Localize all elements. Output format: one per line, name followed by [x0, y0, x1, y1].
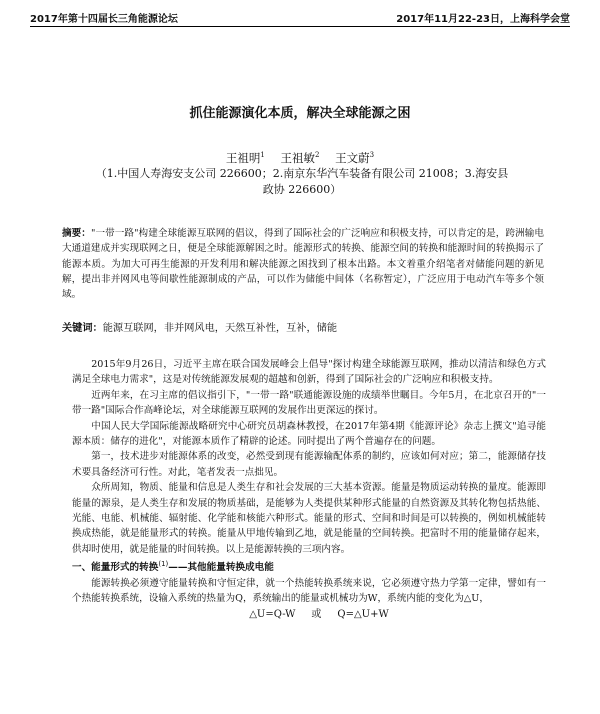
author-list [0, 150, 600, 166]
author: 王祖敏$^2$ [280, 151, 320, 165]
abstract-label: 摘要： [62, 228, 91, 239]
paragraph: 中国人民大学国际能源战略研究中心研究员胡森林教授，在2017年第4期《能源评论》杂志上撰文"追寻能源本质：储存的进化"，对能源本质作了精辟的论述。同时提出了两个普遍存在的问题。 [72, 420, 546, 448]
paragraph: 第一，技术进步对能源体系的改变，必然受到现有能源输配体系的制约，应该如何对应；第二，能源储存技术要具备经济可行性。对此，笔者发表一点拙见。 [72, 451, 546, 478]
running-header [30, 8, 570, 27]
header-date-venue: 2017年11月22-23日，上海科学会堂 [396, 14, 570, 25]
paragraph: 能源转换必须遵守能量转换和守恒定律，就一个热能转换系统来说，它必须遵守热力学第一定律，譬如有一个热能转换系统，设输入系统的热量为Q，系统输出的能量或机械功为W，系统内能的变化为△U， [72, 577, 546, 605]
abstract-text: "一带一路"构建全球能源互联网的倡议，得到了国际社会的广泛响应和积极支持，可以肯定的是，跨洲输电大通道建成并实现联网之日，便是全球能源解困之时。能源形式的转换、能源空间的转换和能源时间的转换揭示了能源本质。为加大可再生能源的开发利用和解决能源之困找到了根本出路。本文着重介绍笔者对储能问题的新见解，提出非并网风电等间歇性能源制成的产品，可以作为储能中间体（名称暂定），广泛应用于电动汽车等多个领域。 [62, 228, 544, 301]
author: 王文蔚$^3$ [335, 151, 375, 165]
header-conference: 2017年第十四届长三角能源论坛 [30, 14, 178, 25]
paragraph: 众所周知，物质、能量和信息是人类生存和社会发展的三大基本资源。能量是物质运动转换的量度。能源即能量的源泉，是人类生存和发展的物质基础，是能够为人类提供某种形式能量的自然资源及其转化物包括热能、光能、电能、机械能、辐射能、化学能和核能六种形式。能量的形式、空间和时间是可以转换的，例如机械能转换成热能，就是能量形式的转换。能量从甲地传输到乙地，就是能量的空间转换。把富时不用的能量储存起来，供却时使用，就是能量的时间转换。以上是能源转换的三项内容。 [72, 482, 546, 555]
affiliations: （1.中国人寿海安支公司 226600；2.南京东华汽车装备有限公司 21008；3.海安县政协 226600） [95, 167, 509, 196]
keywords-text: 能源互联网，非并网风电，天然互补性，互补，储能 [102, 323, 338, 334]
equation: △U=Q-W 或 Q=△U+W [249, 608, 389, 620]
paragraph: 近两年来，在习主席的倡议指引下，"一带一路"联通能源设施的成绩举世瞩目。今年5月，在北京召开的"一带一路"国际合作高峰论坛，对全球能源互联网的发展作出更深远的探讨。 [72, 389, 546, 417]
main-body [72, 357, 546, 622]
author: 王祖明$^1$ [225, 151, 265, 165]
paragraph: 2015年9月26日，习近平主席在联合国发展峰会上倡导"探讨构建全球能源互联网，推动以清洁和绿色方式满足全球电力需求"，这是对传统能源发展观的超越和创新，得到了国际社会的广泛响应和积极支持。 [72, 359, 546, 386]
keywords [62, 319, 544, 334]
paper-title: 抓住能源演化本质，解决全球能源之困 [189, 106, 411, 121]
section-heading: 一、能量形式的转换$^{(1)}$——其他能量转换成电能 [72, 560, 274, 574]
abstract [62, 226, 544, 302]
keywords-label: 关键词： [62, 323, 103, 334]
